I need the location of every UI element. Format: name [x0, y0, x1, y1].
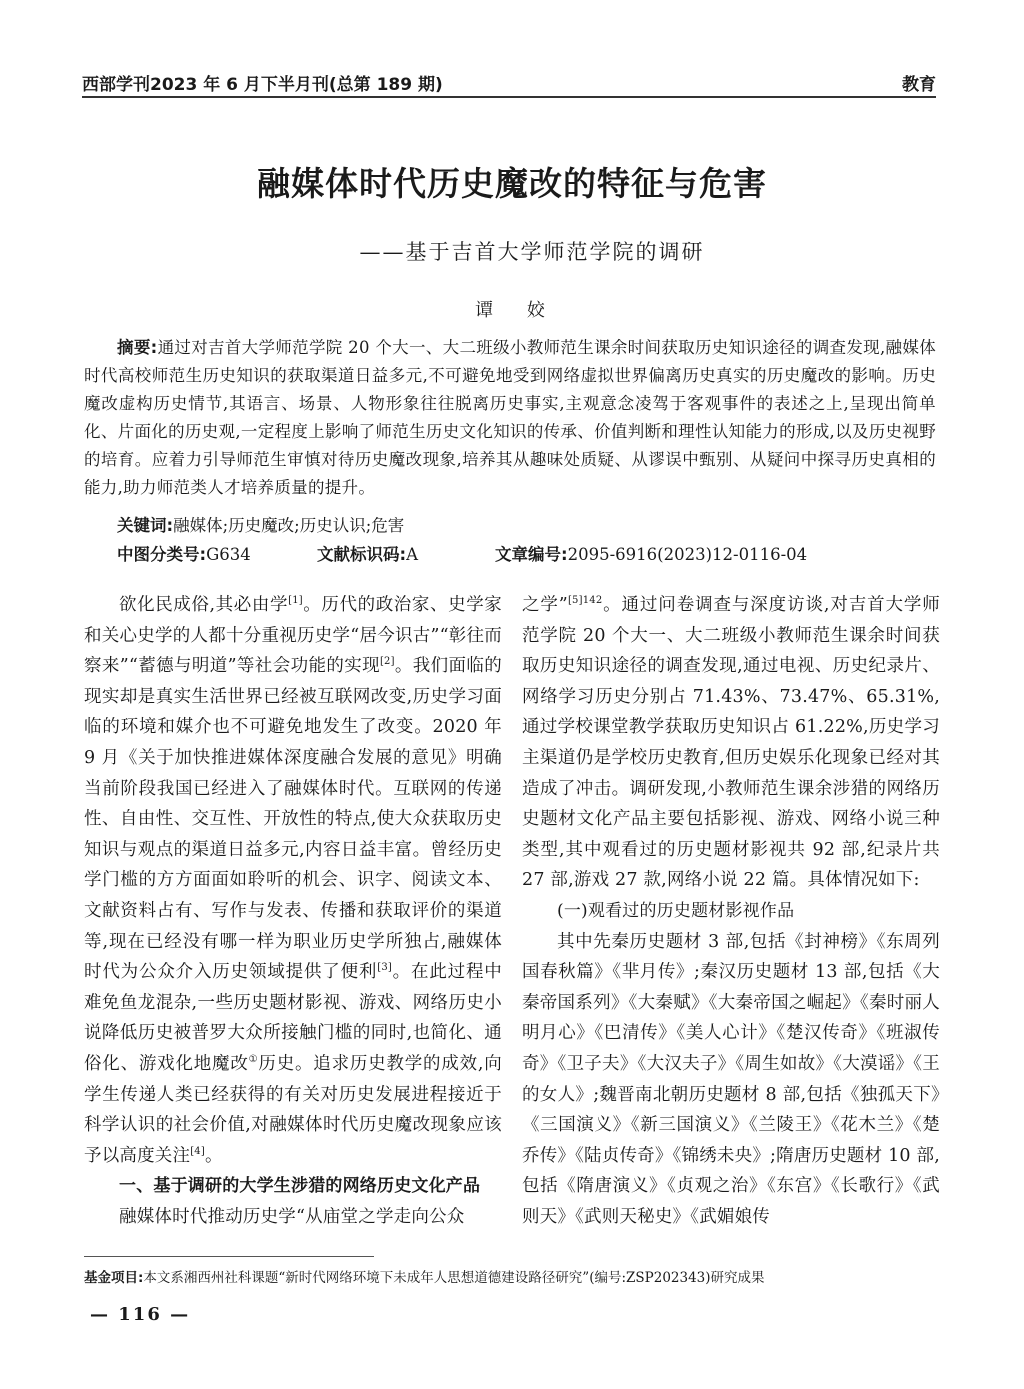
body-column-right — [522, 590, 940, 1232]
abstract-text: 通过对吉首大学师范学院 20 个大一、大二班级小教师范生课余时间获取历史知识途径的调查发现,融媒体时代高校师范生历史知识的获取渠道日益多元,不可避免地受到网络虚拟世界偏离历史真实的历史魔改的影响。历史魔改虚构历史情节,其语言、场景、人物形象往往脱离历史事实,主观意念凌驾于客观事件的表述之上,呈现出简单化、片面化的历史观,一定程度上影响了师范生历史文化知识的传承、价值判断和理性认知能力的形成,以及历史视野的培育。应着力引导师范生审慎对待历史魔改现象,培养其从趣味处质疑、从谬误中甄别、从疑问中探寻历史真相的能力,助力师范类人才培养质量的提升。 — [84, 338, 936, 497]
body-paragraph: 欲化民成俗,其必由学[1]。历代的政治家、史学家和关心史学的人都十分重视历史学“居今识古”“彰往而察来”“蓄德与明道”等社会功能的实现[2]。我们面临的现实却是真实生活世界已经被互联网改变,历史学习面临的环境和媒介也不可避免地发生了改变。2020 年 9 月《关于加快推进媒体深度融合发展的意见》明确当前阶段我国已经进入了融媒体时代。互联网的传递性、自由性、交互性、开放性的特点,使大众获取历史知识与观点的渠道日益多元,内容日益丰富。曾经历史学门槛的方方面面如聆听的机会、识字、阅读文本、文献资料占有、写作与发表、传播和获取评价的渠道等,现在已经没有哪一样为职业历史学所独占,融媒体时代为公众介入历史领域提供了便利[3]。在此过程中难免鱼龙混杂,一些历史题材影视、游戏、网络历史小说降低历史被普罗大众所接触门槛的同时,也简化、通俗化、游戏化地魔改①历史。追求历史教学的成效,向学生传递人类已经获得的有关对历史发展进程接近于科学认识的社会价值,对融媒体时代历史魔改现象应该予以高度关注[4]。 — [84, 595, 503, 1166]
doc-code-value: A — [406, 545, 419, 564]
doc-code-label: 文献标识码: — [317, 545, 407, 564]
body-column-left — [84, 590, 502, 1232]
article-number-label: 文章编号: — [495, 545, 568, 564]
keywords-label: 关键词: — [117, 516, 174, 535]
body-paragraph: 融媒体时代推动历史学“从庙堂之学走向公众 — [119, 1206, 465, 1227]
footnote-marker: ① — [248, 1054, 259, 1066]
abstract — [84, 334, 936, 502]
keywords — [117, 512, 404, 536]
citation: [5]142 — [567, 595, 603, 607]
article-subtitle: ——基于吉首大学师范学院的调研 — [359, 240, 705, 264]
classification-line — [117, 541, 937, 565]
author: 谭 姣 — [475, 300, 559, 321]
footnote-divider — [84, 1256, 374, 1257]
citation: [1] — [288, 595, 303, 607]
body-paragraph: 之学”$^{[5]142}$。通过问卷调查与深度访谈,对吉首大学师范学院 20 个大一、大二班级小教师范生课余时间获取历史知识途径的调查发现,通过电视、历史纪录片、网络学习历史分别占 71.43%、73.47%、65.31%,通过学校课堂教学获取历史知识占 61.22%,历史学习主渠道仍是学校历史教育,但历史娱乐化现象已经对其造成了冲击。调研发现,小教师范生课余涉猎的网络历史题材文化产品主要包括影视、游戏、网络小说三种类型,其中观看过的历史题材影视共 92 部,纪录片共 27 部,游戏 27 款,网络小说 22 篇。具体情况如下: — [522, 595, 940, 891]
body-paragraph: 其中先秦历史题材 3 部,包括《封神榜》《东周列国春秋篇》《芈月传》;秦汉历史题材 13 部,包括《大秦帝国系列》《大秦赋》《大秦帝国之崛起》《秦时丽人明月心》《巴清传》《美人心计》《楚汉传奇》《班淑传奇》《卫子夫》《大汉夫子》《周生如故》《大漠谣》《王的女人》;魏晋南北朝历史题材 8 部,包括《独孤天下》《三国演义》《新三国演义》《兰陵王》《花木兰》《楚乔传》《陆贞传奇》《锦绣未央》;隋唐历史题材 10 部,包括《隋唐演义》《贞观之治》《东宫》《长歌行》《武则天》《武则天秘史》《武媚娘传 — [522, 931, 940, 1227]
keywords-text: 融媒体;历史魔改;历史认识;危害 — [173, 516, 405, 535]
running-header — [82, 66, 936, 98]
page-number: — 116 — — [90, 1304, 191, 1325]
subsection-heading: (一)观看过的历史题材影视作品 — [557, 900, 795, 921]
clc-value: G634 — [206, 545, 251, 564]
funding-label: 基金项目: — [84, 1270, 144, 1286]
funding-note — [84, 1266, 765, 1286]
article-title: 融媒体时代历史魔改的特征与危害 — [257, 164, 767, 203]
citation: [2] — [379, 656, 395, 668]
funding-text: 本文系湘西州社科课题“新时代网络环境下未成年人思想道德建设路径研究”(编号:ZSP202343)研究成果 — [143, 1270, 765, 1286]
journal-issue: 西部学刊2023 年 6 月下半月刊(总第 189 期) — [82, 75, 443, 95]
clc-label: 中图分类号: — [117, 545, 207, 564]
section-heading: 一、基于调研的大学生涉猎的网络历史文化产品 — [119, 1176, 481, 1197]
abstract-label: 摘要: — [117, 338, 158, 357]
section-name: 教育 — [902, 75, 936, 95]
citation: [3] — [377, 962, 393, 974]
citation: [4] — [190, 1145, 205, 1157]
article-number-value: 2095-6916(2023)12-0116-04 — [567, 545, 808, 564]
